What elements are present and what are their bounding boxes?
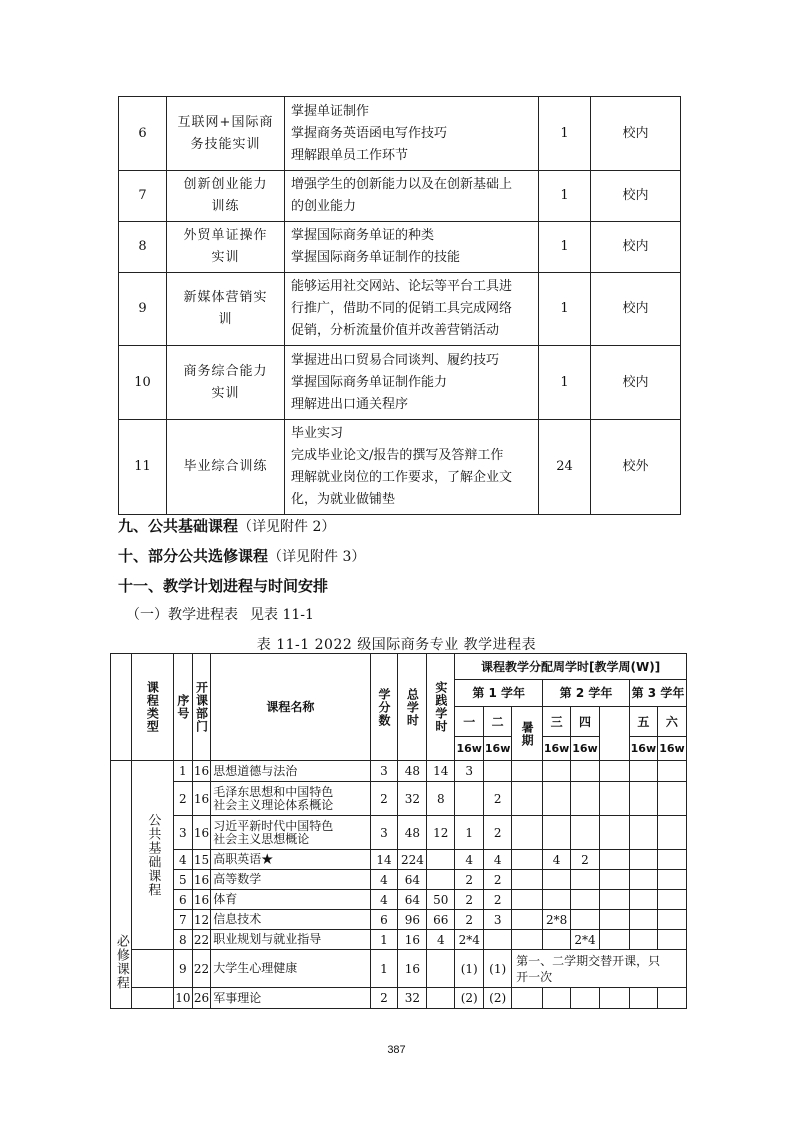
course-term-4: 2 — [571, 850, 600, 870]
group-required: 必修课程 — [111, 761, 132, 1009]
course-seq: 2 — [174, 782, 193, 816]
course-total-hours: 32 — [398, 782, 427, 816]
requirement-line: 掌握商务英语函电写作技巧 — [291, 125, 448, 141]
course-seq: 7 — [174, 910, 193, 930]
course-term-2: 2 — [484, 782, 512, 816]
practice-no: 8 — [119, 222, 167, 273]
course-term-2: 2 — [484, 816, 512, 850]
course-term-1: (1) — [455, 950, 484, 988]
section-10-title: 十、部分公共选修课程 — [118, 547, 269, 565]
course-summer — [512, 870, 543, 890]
course-empty — [599, 988, 629, 1009]
practice-name-line: 实训 — [211, 250, 240, 265]
course-seq: 9 — [174, 950, 193, 988]
requirement-line: 理解进出口通关程序 — [291, 396, 409, 412]
requirement-line: 促销，分析流量价值并改善营销活动 — [291, 323, 500, 338]
course-name — [211, 910, 370, 930]
table-caption: 表 11-1 2022 级国际商务专业 教学进程表 — [256, 637, 537, 653]
course-term-4 — [571, 870, 600, 890]
course-term-4 — [571, 910, 600, 930]
weeks-term-4: 16w — [571, 737, 600, 761]
practice-requirements — [285, 346, 539, 420]
practice-row — [119, 346, 681, 420]
course-dept: 16 — [192, 890, 211, 910]
course-term-1: (2) — [455, 988, 484, 1009]
course-total-hours: 16 — [398, 950, 427, 988]
course-term-4 — [571, 761, 600, 782]
header-total-hours: 总学时 — [398, 654, 427, 761]
course-credits: 3 — [370, 816, 398, 850]
header-practice-hours: 实践学时 — [427, 654, 455, 761]
course-row — [111, 782, 687, 816]
course-term-3 — [543, 816, 571, 850]
course-term-5 — [629, 761, 657, 782]
subsection-title: （一）教学进程表 — [126, 607, 238, 623]
course-seq: 3 — [174, 816, 193, 850]
course-term-3: 2*8 — [543, 910, 571, 930]
course-row — [111, 988, 687, 1009]
practice-weeks: 1 — [539, 346, 591, 420]
course-summer — [512, 910, 543, 930]
course-term-6 — [657, 782, 686, 816]
course-term-3: 4 — [543, 850, 571, 870]
header-year-1: 第 1 学年 — [455, 680, 543, 707]
course-term-3 — [543, 930, 571, 950]
course-term-4 — [571, 988, 600, 1009]
course-term-6 — [657, 890, 686, 910]
course-practice-hours: 14 — [427, 761, 455, 782]
practice-row — [119, 171, 681, 222]
weeks-term-1: 16w — [455, 737, 484, 761]
course-row — [111, 890, 687, 910]
course-credits: 3 — [370, 761, 398, 782]
course-practice-hours — [427, 988, 455, 1009]
course-term-5 — [629, 988, 657, 1009]
course-dept: 26 — [192, 988, 211, 1009]
course-term-6 — [657, 761, 686, 782]
course-summer — [512, 761, 543, 782]
course-dept: 16 — [192, 761, 211, 782]
course-empty — [599, 816, 629, 850]
course-term-6 — [657, 816, 686, 850]
header-dept: 开课部门 — [192, 654, 211, 761]
course-credits: 2 — [370, 782, 398, 816]
practice-no: 6 — [119, 97, 167, 171]
weeks-term-2: 16w — [484, 737, 512, 761]
course-empty — [599, 761, 629, 782]
header-summer: 暑期 — [512, 707, 543, 761]
requirement-line: 理解就业岗位的工作要求，了解企业文 — [291, 470, 513, 485]
section-11-heading — [118, 575, 328, 596]
course-row — [111, 870, 687, 890]
requirement-line: 增强学生的创新能力以及在创新基础上 — [291, 177, 513, 192]
course-practice-hours — [427, 950, 455, 988]
course-term-5 — [629, 910, 657, 930]
course-seq: 10 — [174, 988, 193, 1009]
course-empty — [599, 782, 629, 816]
course-row — [111, 930, 687, 950]
weeks-term-3: 16w — [543, 737, 571, 761]
course-practice-hours: 66 — [427, 910, 455, 930]
course-dept: 16 — [192, 870, 211, 890]
practice-name-line: 训练 — [211, 199, 240, 214]
course-summer — [512, 988, 543, 1009]
practice-name-line: 商务综合能力 — [183, 363, 268, 379]
course-practice-hours: 12 — [427, 816, 455, 850]
course-name — [211, 850, 370, 870]
course-term-4: 2*4 — [571, 930, 600, 950]
group-blank — [131, 988, 173, 1009]
course-term-1: 2 — [455, 870, 484, 890]
course-total-hours: 48 — [398, 761, 427, 782]
practice-row — [119, 222, 681, 273]
course-term-2: (2) — [484, 988, 512, 1009]
course-summer — [512, 850, 543, 870]
practice-place: 校内 — [591, 222, 681, 273]
course-note — [512, 950, 687, 988]
course-seq: 8 — [174, 930, 193, 950]
practice-row — [119, 273, 681, 346]
course-empty — [599, 910, 629, 930]
course-empty — [599, 850, 629, 870]
course-practice-hours — [427, 870, 455, 890]
subsection-reference: 见表 11-1 — [250, 607, 314, 623]
course-term-6 — [657, 930, 686, 950]
course-seq: 1 — [174, 761, 193, 782]
header-term-6: 六 — [657, 707, 686, 737]
course-row — [111, 761, 687, 782]
course-term-2: (1) — [484, 950, 512, 988]
course-row — [111, 816, 687, 850]
practice-name — [167, 222, 285, 273]
course-name — [211, 890, 370, 910]
requirement-line: 化，为就业做铺垫 — [291, 492, 396, 507]
header-empty — [599, 707, 629, 761]
requirement-line: 掌握国际商务单证制作的技能 — [291, 250, 461, 265]
course-row — [111, 910, 687, 930]
course-term-5 — [629, 782, 657, 816]
course-name-line: 思想道德与法治 — [213, 763, 298, 778]
course-total-hours: 96 — [398, 910, 427, 930]
practice-weeks: 24 — [539, 420, 591, 515]
practice-place: 校内 — [591, 273, 681, 346]
course-term-1: 3 — [455, 761, 484, 782]
course-term-1: 2 — [455, 890, 484, 910]
course-seq: 6 — [174, 890, 193, 910]
course-credits: 4 — [370, 870, 398, 890]
course-credits: 2 — [370, 988, 398, 1009]
course-name — [211, 761, 370, 782]
practice-no: 9 — [119, 273, 167, 346]
section-9-note: （详见附件 2） — [238, 519, 336, 535]
course-name — [211, 988, 370, 1009]
practice-no: 10 — [119, 346, 167, 420]
practice-requirements — [285, 273, 539, 346]
course-term-5 — [629, 890, 657, 910]
course-term-4 — [571, 816, 600, 850]
practice-place: 校外 — [591, 420, 681, 515]
course-practice-hours: 8 — [427, 782, 455, 816]
course-term-2: 3 — [484, 910, 512, 930]
course-empty — [599, 930, 629, 950]
practice-weeks: 1 — [539, 97, 591, 171]
header-allocation: 课程教学分配周学时[教学周(W)] — [455, 654, 687, 680]
course-name-line: 体育 — [213, 892, 238, 906]
practice-no: 7 — [119, 171, 167, 222]
header-year-2: 第 2 学年 — [543, 680, 630, 707]
course-term-2 — [484, 761, 512, 782]
practice-name-line: 外贸单证操作 — [183, 228, 268, 243]
course-total-hours: 48 — [398, 816, 427, 850]
practice-name — [167, 420, 285, 515]
course-name-line: 高职英语★ — [213, 852, 274, 866]
course-empty — [599, 890, 629, 910]
practice-requirements — [285, 222, 539, 273]
course-name — [211, 870, 370, 890]
course-credits: 4 — [370, 890, 398, 910]
course-practice-hours: 50 — [427, 890, 455, 910]
header-term-5: 五 — [629, 707, 657, 737]
header-term-3: 三 — [543, 707, 571, 737]
practice-name — [167, 97, 285, 171]
course-row — [111, 950, 687, 988]
course-term-2: 2 — [484, 870, 512, 890]
practice-requirements — [285, 171, 539, 222]
course-name — [211, 950, 370, 988]
course-name — [211, 816, 370, 850]
course-summer — [512, 890, 543, 910]
course-summer — [512, 782, 543, 816]
practice-name-line: 实训 — [211, 385, 240, 401]
course-name-line: 毛泽东思想和中国特色 — [213, 784, 334, 799]
course-term-6 — [657, 988, 686, 1009]
course-term-1: 1 — [455, 816, 484, 850]
practice-name-line: 互联网+国际商 — [177, 114, 274, 130]
practice-place: 校内 — [591, 171, 681, 222]
practice-weeks: 1 — [539, 171, 591, 222]
header-term-1: 一 — [455, 707, 484, 737]
teaching-schedule-table — [110, 653, 687, 1009]
course-term-1 — [455, 782, 484, 816]
course-seq: 5 — [174, 870, 193, 890]
practice-weeks: 1 — [539, 273, 591, 346]
subsection-heading — [126, 604, 314, 624]
corner-cell — [111, 654, 132, 761]
course-note-line: 开一次 — [516, 969, 553, 984]
practice-row — [119, 420, 681, 515]
course-term-4 — [571, 890, 600, 910]
course-total-hours: 64 — [398, 870, 427, 890]
course-term-3 — [543, 988, 571, 1009]
header-year-3: 第 3 学年 — [629, 680, 686, 707]
practice-name-line: 新媒体营销实 — [183, 290, 268, 305]
course-term-5 — [629, 816, 657, 850]
course-total-hours: 32 — [398, 988, 427, 1009]
course-empty — [599, 870, 629, 890]
course-name-line: 信息技术 — [213, 912, 262, 926]
practice-row — [119, 97, 681, 171]
course-dept: 15 — [192, 850, 211, 870]
page-number: 387 — [387, 1044, 406, 1056]
practice-name — [167, 171, 285, 222]
course-term-2: 2 — [484, 890, 512, 910]
course-term-3 — [543, 782, 571, 816]
course-term-1: 2*4 — [455, 930, 484, 950]
requirement-line: 毕业实习 — [291, 426, 344, 441]
practice-weeks: 1 — [539, 222, 591, 273]
practice-name-line: 创新创业能力 — [183, 177, 268, 192]
course-total-hours: 64 — [398, 890, 427, 910]
requirement-line: 的创业能力 — [291, 199, 357, 214]
header-seq: 序号 — [174, 654, 193, 761]
course-term-3 — [543, 870, 571, 890]
course-term-3 — [543, 890, 571, 910]
practice-name — [167, 273, 285, 346]
practice-name-line: 毕业综合训练 — [183, 459, 268, 474]
course-term-1: 4 — [455, 850, 484, 870]
course-term-2: 4 — [484, 850, 512, 870]
course-dept: 22 — [192, 950, 211, 988]
course-term-5 — [629, 930, 657, 950]
header-course-name: 课程名称 — [211, 654, 370, 761]
course-term-6 — [657, 910, 686, 930]
header-credits: 学分数 — [370, 654, 398, 761]
course-credits: 1 — [370, 930, 398, 950]
course-name-line: 社会主义理论体系概论 — [213, 797, 334, 812]
practice-name-line: 训 — [218, 312, 233, 327]
course-credits: 1 — [370, 950, 398, 988]
section-10-heading — [118, 545, 365, 566]
practice-requirements — [285, 97, 539, 171]
course-term-5 — [629, 850, 657, 870]
requirement-line: 能够运用社交网站、论坛等平台工具进 — [291, 279, 513, 294]
course-term-4 — [571, 782, 600, 816]
practice-no: 11 — [119, 420, 167, 515]
weeks-term-5: 16w — [629, 737, 657, 761]
requirement-line: 掌握单证制作 — [291, 103, 370, 119]
course-practice-hours — [427, 850, 455, 870]
course-term-3 — [543, 761, 571, 782]
group-public-foundation: 公共基础课程 — [131, 761, 173, 950]
course-seq: 4 — [174, 850, 193, 870]
course-total-hours: 16 — [398, 930, 427, 950]
course-dept: 22 — [192, 930, 211, 950]
section-11-title: 十一、教学计划进程与时间安排 — [118, 577, 329, 595]
course-practice-hours: 4 — [427, 930, 455, 950]
group-blank — [131, 950, 173, 988]
requirement-line: 完成毕业论文/报告的撰写及答辩工作 — [291, 448, 504, 463]
course-summer — [512, 816, 543, 850]
practice-requirements — [285, 420, 539, 515]
course-note-line: 第一、二学期交替开课，只 — [516, 953, 661, 968]
requirement-line: 掌握进出口贸易合同谈判、履约技巧 — [291, 352, 500, 368]
practice-place: 校内 — [591, 346, 681, 420]
course-total-hours: 224 — [398, 850, 427, 870]
course-name-line: 军事理论 — [213, 990, 262, 1005]
requirement-line: 掌握国际商务单证的种类 — [291, 228, 435, 243]
practice-training-table — [118, 96, 681, 515]
course-row — [111, 850, 687, 870]
section-9-heading — [118, 515, 335, 536]
course-name-line: 习近平新时代中国特色 — [213, 818, 334, 833]
course-term-1: 2 — [455, 910, 484, 930]
requirement-line: 理解跟单员工作环节 — [291, 147, 409, 163]
course-dept: 16 — [192, 816, 211, 850]
course-name — [211, 930, 370, 950]
requirement-line: 掌握国际商务单证制作能力 — [291, 374, 448, 390]
course-credits: 6 — [370, 910, 398, 930]
practice-place: 校内 — [591, 97, 681, 171]
header-term-4: 四 — [571, 707, 600, 737]
practice-name — [167, 346, 285, 420]
course-summer — [512, 930, 543, 950]
requirement-line: 行推广，借助不同的促销工具完成网络 — [291, 301, 513, 316]
weeks-term-6: 16w — [657, 737, 686, 761]
course-credits: 14 — [370, 850, 398, 870]
course-name-line: 职业规划与就业指导 — [213, 932, 322, 946]
course-name-line: 高等数学 — [213, 872, 262, 886]
practice-name-line: 务技能实训 — [190, 136, 261, 152]
course-term-2 — [484, 930, 512, 950]
section-10-note: （详见附件 3） — [268, 549, 366, 565]
header-term-2: 二 — [484, 707, 512, 737]
header-category: 课程类型 — [131, 654, 173, 761]
course-term-5 — [629, 870, 657, 890]
course-name-line: 大学生心理健康 — [213, 961, 298, 975]
course-name — [211, 782, 370, 816]
course-name-line: 社会主义思想概论 — [213, 831, 310, 846]
course-dept: 16 — [192, 782, 211, 816]
section-9-title: 九、公共基础课程 — [118, 517, 239, 535]
course-term-6 — [657, 850, 686, 870]
course-term-6 — [657, 870, 686, 890]
course-dept: 12 — [192, 910, 211, 930]
